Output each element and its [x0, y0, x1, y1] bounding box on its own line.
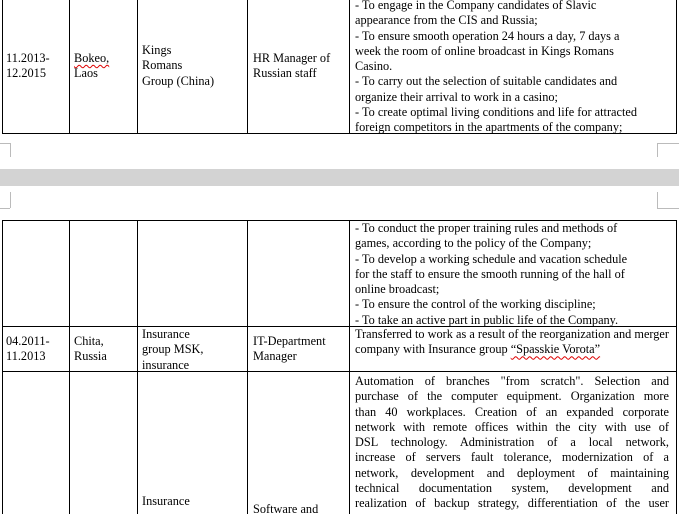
table-border-right — [676, 220, 677, 514]
table-column-divider — [137, 220, 138, 514]
position-cell — [253, 502, 348, 514]
document-page-1 — [0, 0, 679, 160]
company-line: insurance — [142, 357, 190, 372]
duty-line: than 40 workplaces. Creation of an expanded corporate — [355, 404, 669, 419]
document-page-2 — [0, 188, 679, 514]
duties-cell — [355, 0, 673, 136]
position-cell — [253, 334, 348, 365]
duty-line: purchase of the computer equipment. Organization more — [355, 389, 669, 404]
company-line: Insurance — [142, 327, 190, 341]
table-column-divider — [349, 0, 350, 134]
duty-line: - To ensure smooth operation 24 hours a day, 7 days a — [355, 28, 620, 43]
table-column-divider — [69, 220, 70, 514]
company-line: Kings — [142, 43, 172, 57]
company-cell — [142, 494, 246, 509]
position-line: Software and — [253, 502, 319, 514]
table-border-right — [676, 0, 677, 134]
continued-duties-cell — [355, 221, 673, 328]
table-border-left — [2, 220, 3, 514]
duties-cell — [355, 327, 669, 358]
duty-line: games, according to the policy of the Company; — [355, 236, 592, 251]
duty-line: - To engage in the Company candidates of Slavic — [355, 0, 597, 12]
page-separator-bar — [0, 169, 679, 186]
location-country: Laos — [74, 66, 98, 81]
position-line: Manager — [253, 349, 297, 364]
location-cell — [74, 334, 136, 365]
location-city: Bokeo, — [74, 51, 110, 65]
period-start: 11.2013- — [6, 51, 50, 65]
company-name-quote: “Spasskie Vorota” — [510, 342, 601, 357]
table-column-divider — [247, 220, 248, 514]
duty-line: - To ensure the control of the working discipline; — [355, 297, 596, 312]
company-line: Group (China) — [142, 73, 215, 88]
duties-text: Transferred to work as a result of the reorganization and merger company with Insurance group — [355, 327, 669, 357]
duty-line: increase of servers fault tolerance, modernization of a — [355, 450, 669, 465]
duty-line: technical documentation system, development and — [355, 481, 669, 496]
position-line: IT-Department — [253, 334, 326, 348]
duty-line: online broadcast; — [355, 282, 440, 297]
duty-line: - To take an active part in public life of the Company. — [355, 312, 619, 327]
company-cell — [142, 327, 246, 373]
company-line: Romans — [142, 58, 183, 73]
company-line: Insurance — [142, 494, 190, 508]
duty-line: for the staff to ensure the smooth running of the hall of — [355, 266, 625, 281]
duty-line: network with remote offices within the city with use of — [355, 419, 669, 434]
position-line: Russian staff — [253, 66, 317, 81]
company-cell — [142, 43, 246, 89]
location-cell — [74, 51, 136, 82]
location-city: Chita, — [74, 334, 104, 348]
duty-line: realization of backup strategy, differentiation of the user — [355, 496, 669, 511]
duty-line: DSL technology. Administration of a local network, — [355, 435, 669, 450]
period-cell — [6, 51, 68, 82]
table-row-divider — [2, 371, 677, 372]
table-border-left — [2, 0, 3, 134]
duty-line: - To carry out the selection of suitable candidates and — [355, 74, 618, 89]
period-end: 11.2013 — [6, 349, 46, 364]
table-column-divider — [69, 0, 70, 134]
duty-line: week the room of online broadcast in Kings Romans — [355, 43, 614, 58]
position-cell — [253, 51, 348, 82]
duty-line: - To develop a working schedule and vacation schedule — [355, 251, 628, 266]
table-column-divider — [137, 0, 138, 134]
duties-cell — [355, 374, 669, 512]
table-column-divider — [349, 220, 350, 514]
period-end: 12.2015 — [6, 66, 46, 81]
period-start: 04.2011- — [6, 334, 50, 348]
duty-line: Casino. — [355, 59, 393, 74]
duty-line: Automation of branches "from scratch". Selection and — [355, 374, 669, 388]
table-column-divider — [247, 0, 248, 134]
duty-line: appearance from the CIS and Russia; — [355, 13, 538, 28]
company-line: group MSK, — [142, 342, 204, 357]
location-country: Russia — [74, 349, 107, 364]
position-line: HR Manager of — [253, 51, 331, 65]
duty-line: network, development and deployment of maintaining — [355, 465, 669, 480]
duty-line: - To create optimal living conditions and life for attracted — [355, 105, 637, 120]
duty-line: - To conduct the proper training rules and methods of — [355, 221, 618, 235]
duty-line: organize their arrival to work in a casino; — [355, 89, 558, 104]
period-cell — [6, 334, 68, 365]
duty-line: foreign competitors in the apartments of the company; — [355, 120, 623, 135]
